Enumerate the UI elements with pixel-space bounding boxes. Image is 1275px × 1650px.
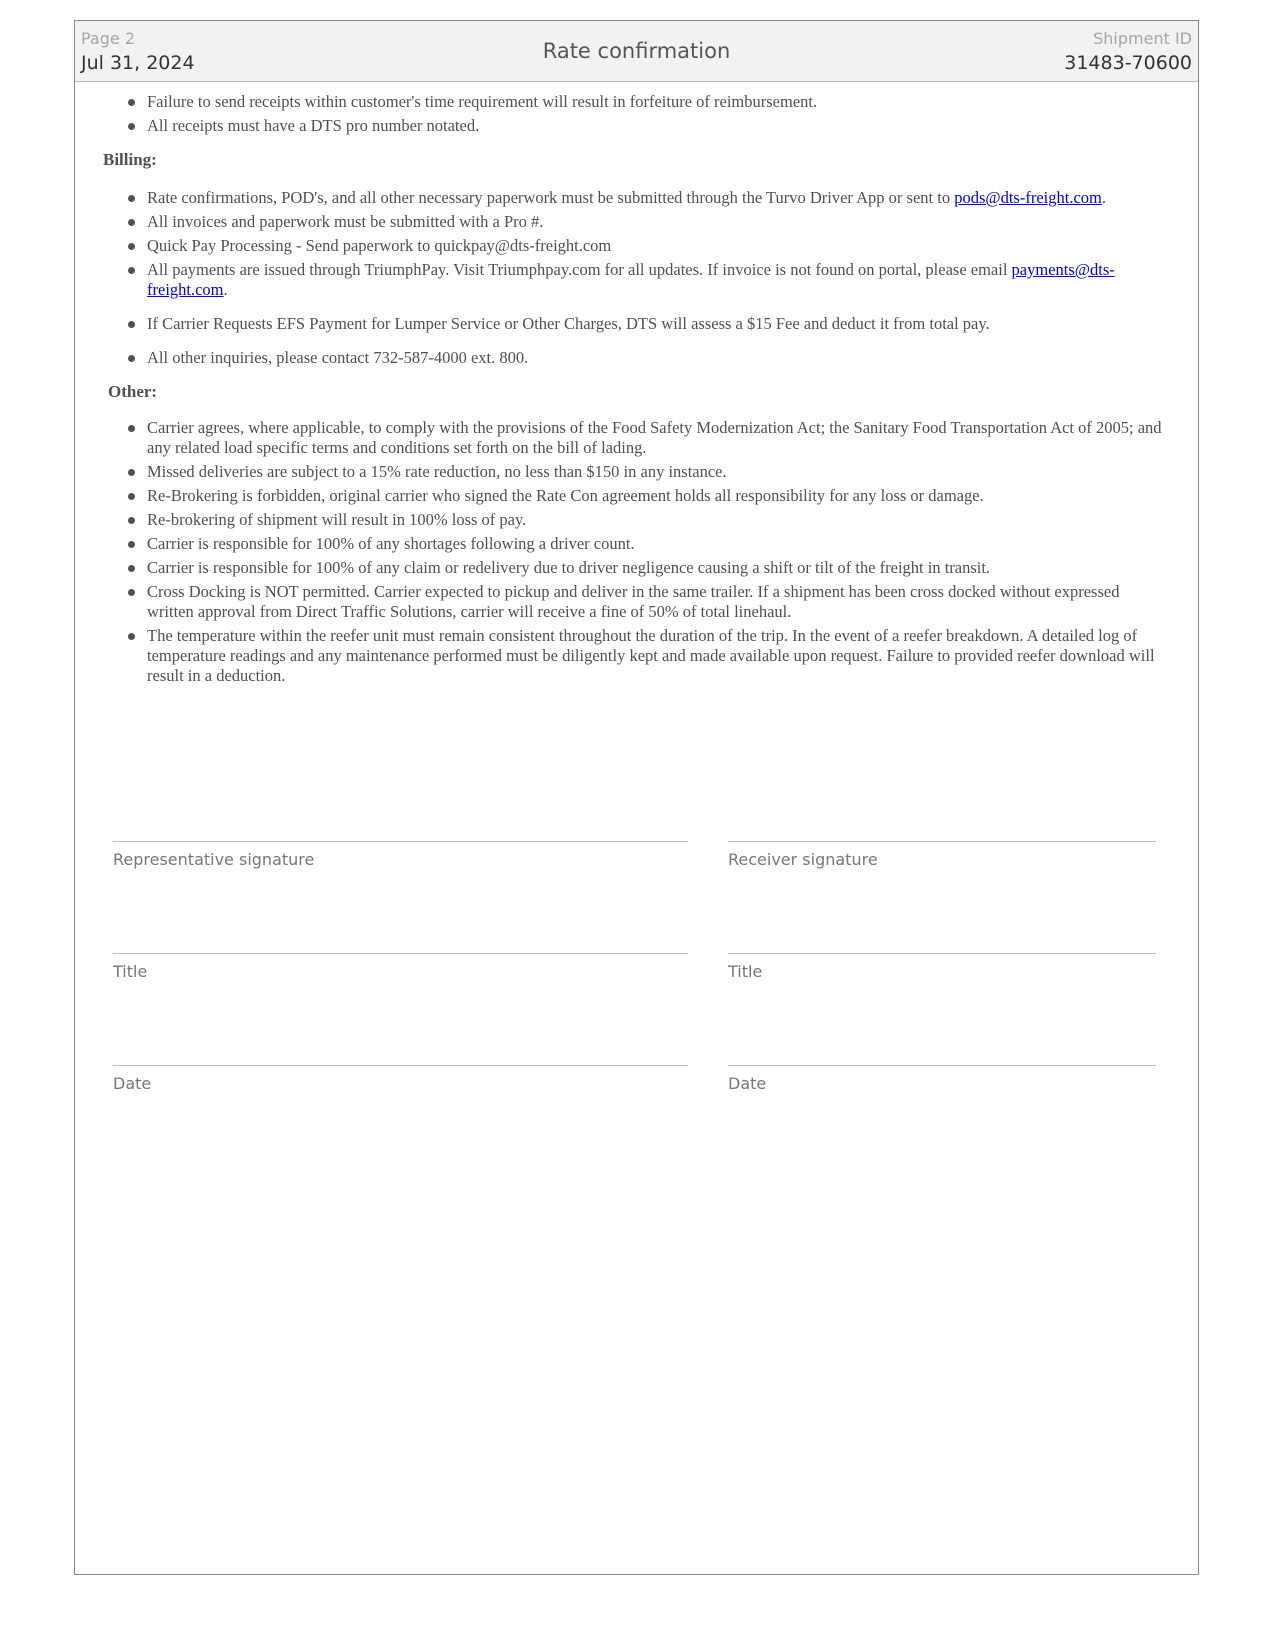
receipts-list bbox=[75, 92, 1198, 136]
receiver-signature-label: Receiver signature bbox=[728, 850, 878, 869]
list-item: Re-Brokering is forbidden, original carrier who signed the Rate Con agreement holds all responsibility for any loss or damage. bbox=[147, 486, 1168, 506]
list-item-end: . bbox=[223, 280, 228, 299]
rep-title-line[interactable] bbox=[113, 953, 688, 954]
page-header bbox=[75, 21, 1198, 82]
list-item: The temperature within the reefer unit must remain consistent throughout the duration of the trip. In the event of a reefer breakdown. A detailed log of temperature readings and any maintenance performed must be diligently kept and made available upon request. Failure to provided reefer download will result in a deduction. bbox=[147, 626, 1168, 686]
list-item bbox=[147, 260, 1168, 300]
shipment-id-value: 31483-70600 bbox=[1064, 52, 1192, 74]
receiver-signature-line[interactable] bbox=[728, 841, 1156, 842]
list-item: Missed deliveries are subject to a 15% rate reduction, no less than $150 in any instance. bbox=[147, 462, 1168, 482]
billing-heading: Billing: bbox=[103, 150, 157, 169]
receiver-date-label: Date bbox=[728, 1074, 767, 1093]
list-item: Carrier is responsible for 100% of any shortages following a driver count. bbox=[147, 534, 1168, 554]
receiver-title-label: Title bbox=[728, 962, 763, 981]
receiver-title-line[interactable] bbox=[728, 953, 1156, 954]
list-item-text: All payments are issued through TriumphPay. Visit Triumphpay.com for all updates. If invoice is not found on portal, please email bbox=[147, 260, 1012, 279]
list-item: All other inquiries, please contact 732-587-4000 ext. 800. bbox=[147, 348, 1168, 368]
receiver-date-line[interactable] bbox=[728, 1065, 1156, 1066]
pods-email-link[interactable]: pods@dts-freight.com bbox=[954, 188, 1102, 207]
shipment-id-label: Shipment ID bbox=[1093, 29, 1192, 48]
document-title: Rate confirmation bbox=[542, 39, 731, 63]
list-item-text: Rate confirmations, POD's, and all other necessary paperwork must be submitted through the Turvo Driver App or sent to bbox=[147, 188, 955, 207]
list-item bbox=[147, 188, 1168, 208]
page-frame bbox=[74, 20, 1199, 1575]
billing-list bbox=[75, 188, 1198, 368]
list-item: Carrier agrees, where applicable, to comply with the provisions of the Food Safety Modernization Act; the Sanitary Food Transportation Act of 2005; and any related load specific terms and conditions set forth on the bill of lading. bbox=[147, 418, 1168, 458]
rep-date-line[interactable] bbox=[113, 1065, 688, 1066]
list-item: Cross Docking is NOT permitted. Carrier expected to pickup and deliver in the same trailer. If a shipment has been cross docked without expressed written approval from Direct Traffic Solutions, carrier will receive a fine of 50% of total linehaul. bbox=[147, 582, 1168, 622]
other-heading: Other: bbox=[108, 382, 158, 401]
list-item: If Carrier Requests EFS Payment for Lumper Service or Other Charges, DTS will assess a $15 Fee and deduct it from total pay. bbox=[147, 314, 1168, 334]
rep-signature-line[interactable] bbox=[113, 841, 688, 842]
rep-title-label: Title bbox=[113, 962, 148, 981]
list-item-end: . bbox=[1101, 188, 1106, 207]
list-item: All receipts must have a DTS pro number notated. bbox=[147, 116, 1168, 136]
payments-email-link[interactable]: payments@dts-freight.com bbox=[147, 260, 1115, 299]
page-number-label: Page 2 bbox=[81, 29, 135, 48]
list-item: Re-brokering of shipment will result in 100% loss of pay. bbox=[147, 510, 1168, 530]
list-item: Carrier is responsible for 100% of any claim or redelivery due to driver negligence causing a shift or tilt of the freight in transit. bbox=[147, 558, 1168, 578]
document-date: Jul 31, 2024 bbox=[81, 52, 195, 74]
list-item: Failure to send receipts within customer's time requirement will result in forfeiture of reimbursement. bbox=[147, 92, 1168, 112]
list-item: Quick Pay Processing - Send paperwork to quickpay@dts-freight.com bbox=[147, 236, 1168, 256]
other-list bbox=[75, 418, 1198, 686]
terms-content bbox=[75, 82, 1198, 690]
list-item: All invoices and paperwork must be submitted with a Pro #. bbox=[147, 212, 1168, 232]
rep-date-label: Date bbox=[113, 1074, 152, 1093]
rep-signature-label: Representative signature bbox=[113, 850, 315, 869]
